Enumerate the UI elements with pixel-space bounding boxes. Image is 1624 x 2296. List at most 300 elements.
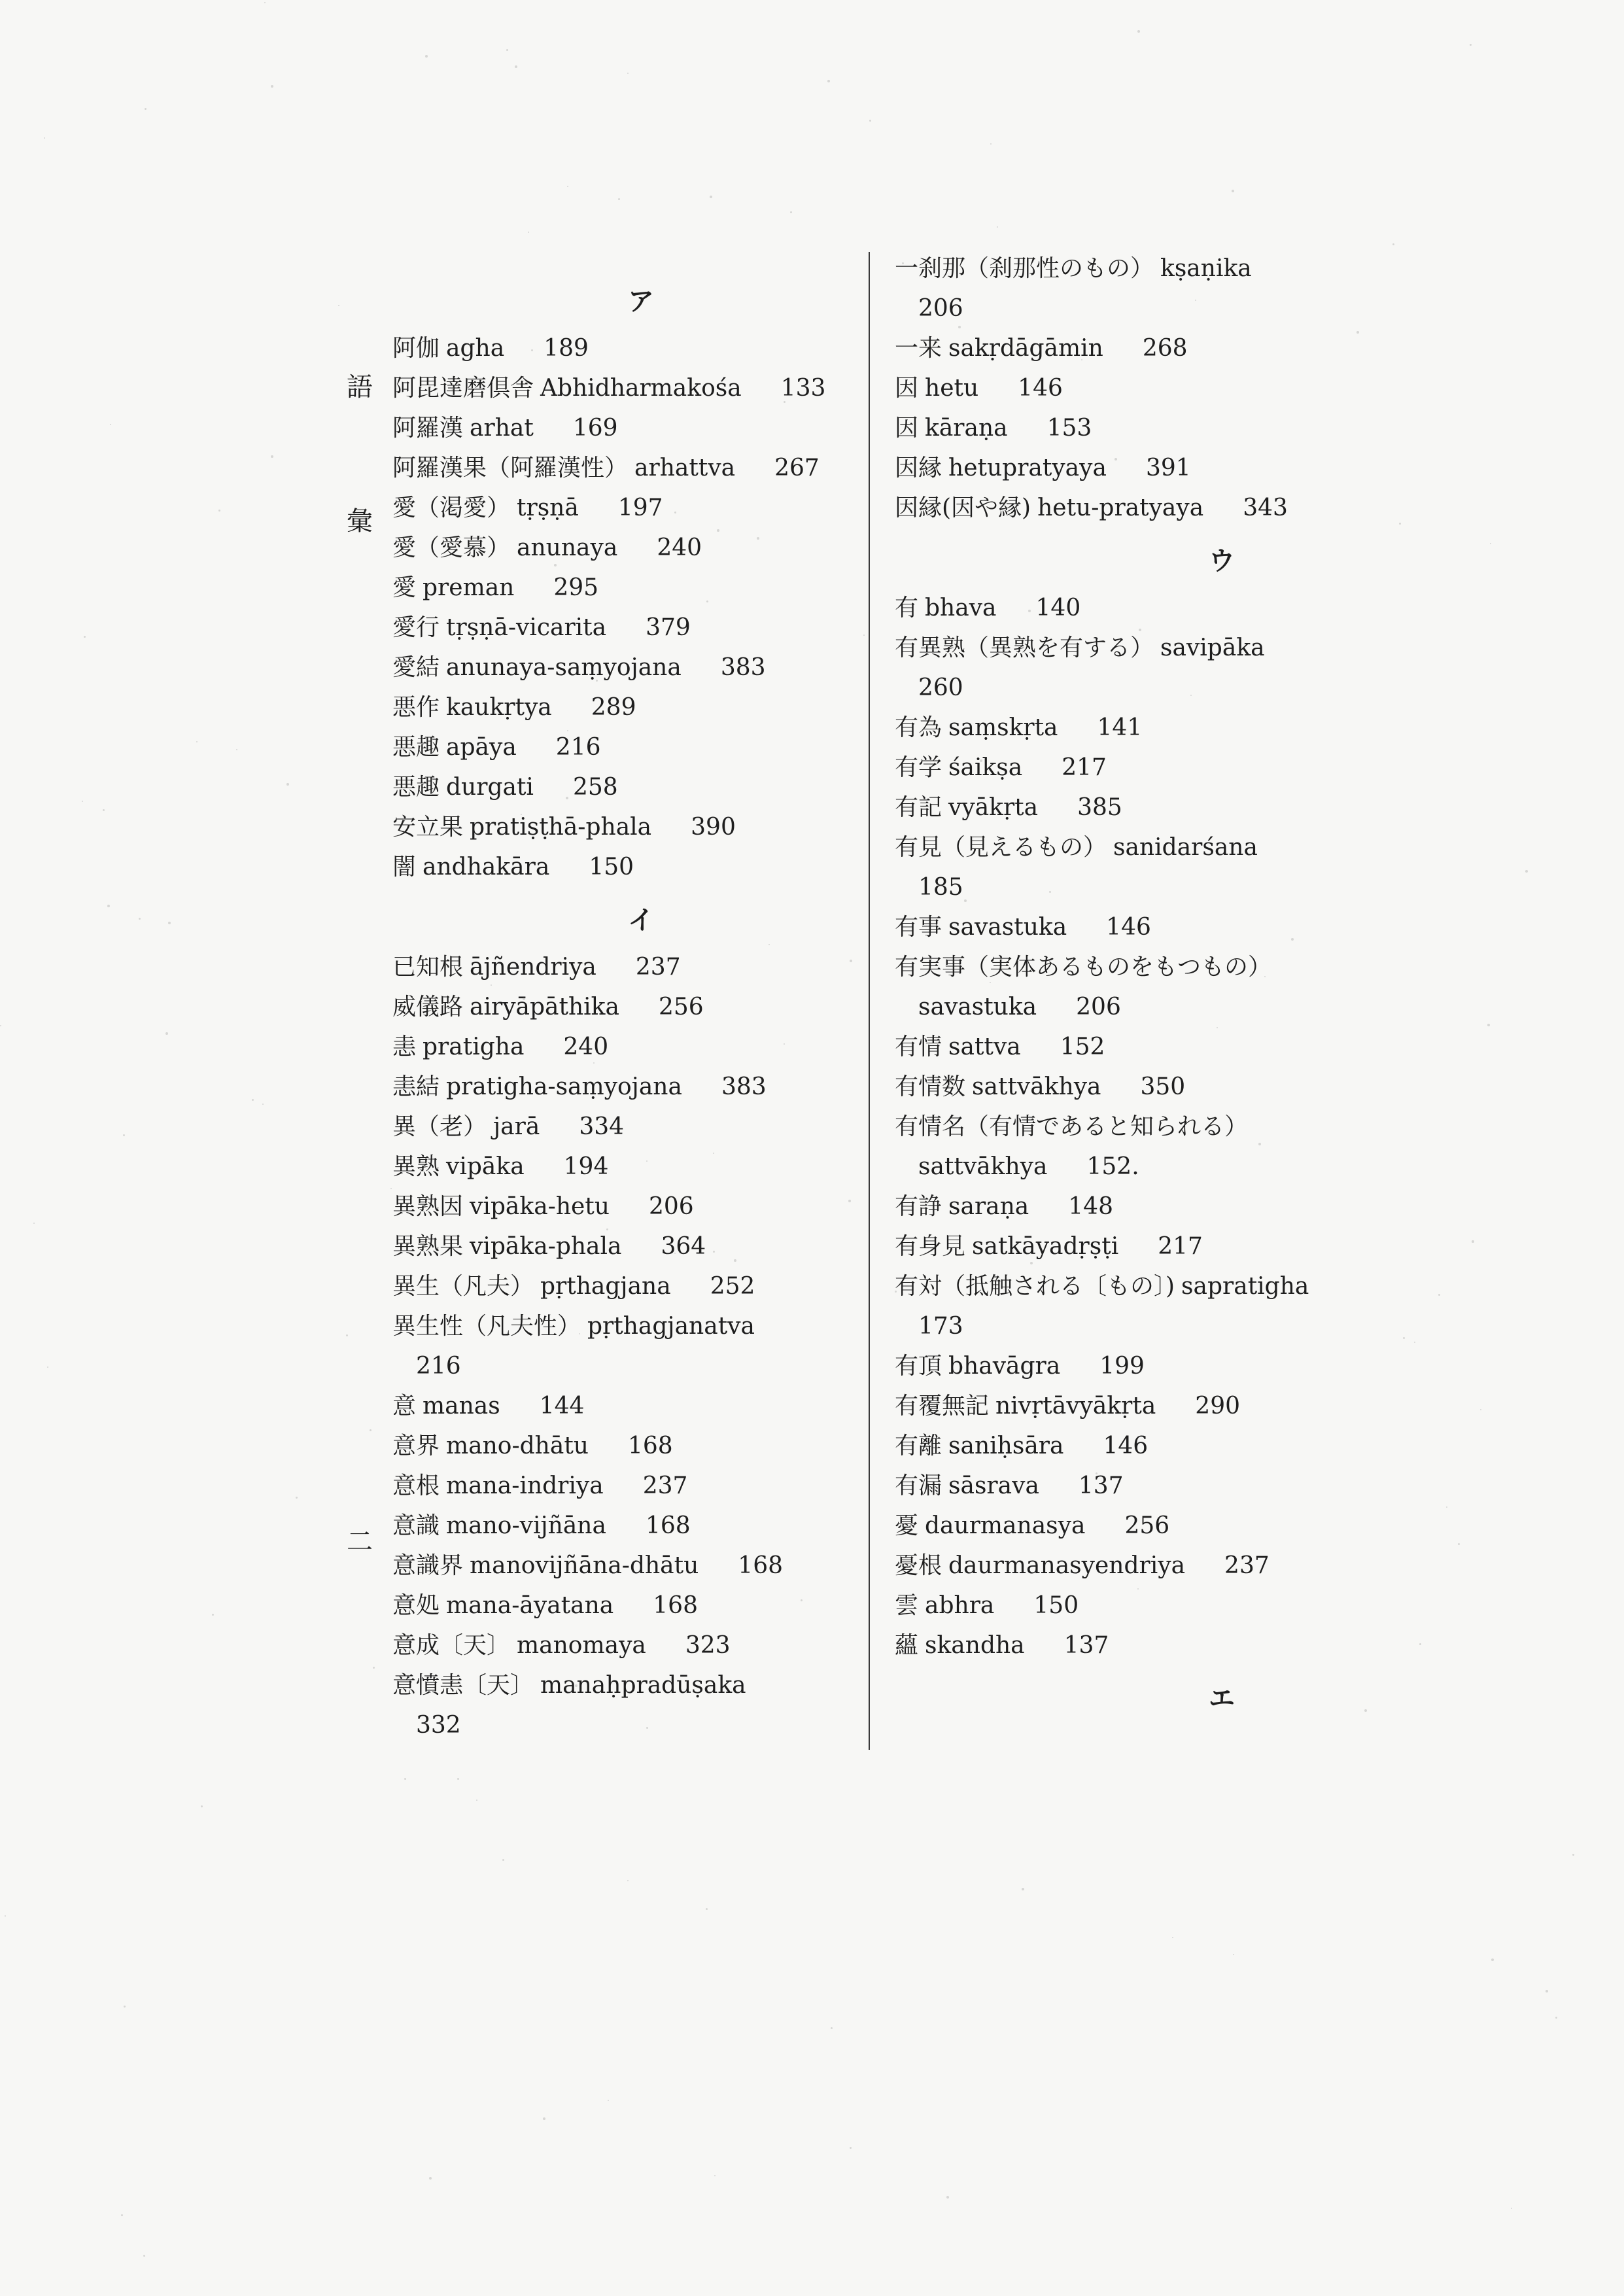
- entry-sanskrit: vipāka-hetu: [470, 1193, 610, 1220]
- entry-page-number: 290: [1195, 1393, 1241, 1419]
- scan-speck: [554, 564, 557, 566]
- entry-term: 意憤恚〔天〕: [392, 1672, 534, 1699]
- index-entry: [895, 1226, 1366, 1266]
- index-entry: [895, 907, 1366, 947]
- entry-page-number: 334: [579, 1113, 625, 1140]
- scan-speck: [646, 1727, 648, 1729]
- entry-page-number: 383: [720, 654, 766, 681]
- scan-speck: [1139, 629, 1141, 631]
- index-entry: [392, 1386, 850, 1426]
- scan-speck: [33, 1223, 35, 1224]
- entry-sanskrit: manaḥpradūṣaka: [540, 1672, 746, 1699]
- scan-speck: [827, 80, 830, 82]
- entry-term: 有諍: [895, 1193, 942, 1220]
- entry-sanskrit: sanidarśana: [1113, 834, 1258, 861]
- scan-speck: [964, 899, 967, 902]
- scan-speck: [103, 809, 105, 811]
- index-entry: [895, 588, 1366, 628]
- scan-speck: [165, 1032, 168, 1035]
- entry-sanskrit: manomaya: [517, 1632, 646, 1659]
- scan-speck: [1172, 1937, 1173, 1938]
- entry-sanskrit: daurmanasyendriya: [948, 1552, 1186, 1579]
- entry-page-number: 260: [918, 674, 963, 701]
- index-entry: [392, 528, 850, 568]
- entry-page-number: 197: [617, 495, 663, 521]
- index-entry: [392, 368, 850, 408]
- index-entry: [895, 947, 1366, 1027]
- index-entry: [895, 1346, 1366, 1386]
- scan-speck: [121, 2214, 123, 2216]
- entry-sanskrit: jarā: [493, 1113, 540, 1140]
- scan-speck: [902, 262, 904, 264]
- entry-term: 悪趣: [392, 734, 440, 761]
- entry-page-number: 252: [710, 1273, 755, 1300]
- scan-speck: [123, 1134, 125, 1136]
- entry-term: 因縁: [895, 455, 942, 481]
- scan-speck: [1525, 870, 1528, 873]
- entry-term: 有: [895, 595, 919, 621]
- index-entry: [392, 1426, 850, 1466]
- index-entry: [392, 807, 850, 847]
- entry-term: 有学: [895, 754, 942, 781]
- entry-term: 阿伽: [392, 335, 440, 362]
- entry-page-number: 216: [555, 734, 601, 761]
- entry-term: 有情: [895, 1034, 942, 1060]
- entry-term: 因縁(因や縁): [895, 495, 1031, 521]
- entry-term: 有離: [895, 1433, 942, 1459]
- index-entry: [392, 408, 850, 448]
- scan-speck: [476, 1800, 477, 1801]
- scan-speck: [850, 2147, 852, 2149]
- index-entry: [392, 687, 850, 727]
- entry-sanskrit: bhava: [925, 595, 997, 621]
- scan-speck: [145, 108, 147, 110]
- entry-sanskrit: saṃskṛta: [948, 714, 1058, 741]
- index-entry: [392, 987, 850, 1027]
- scan-speck: [627, 1880, 629, 1881]
- entry-term: 愛結: [392, 654, 440, 681]
- scan-speck: [1049, 891, 1051, 893]
- entry-page-number: 185: [918, 874, 963, 901]
- entry-term: 意処: [392, 1592, 440, 1619]
- index-entry: [392, 1626, 850, 1665]
- scan-speck: [1217, 1027, 1218, 1028]
- scan-speck: [1399, 523, 1401, 525]
- entry-page-number: 237: [1224, 1552, 1270, 1579]
- entry-term: 異熟: [392, 1153, 440, 1180]
- scan-speck: [196, 741, 198, 742]
- scan-speck: [769, 944, 770, 945]
- scan-speck: [1030, 1262, 1033, 1264]
- entry-term: 意界: [392, 1433, 440, 1459]
- entry-page-number: 240: [563, 1034, 609, 1060]
- entry-sanskrit: sattvākhya: [972, 1073, 1101, 1100]
- scan-speck: [869, 120, 871, 122]
- scan-speck: [1490, 543, 1491, 544]
- index-entry: [895, 1107, 1366, 1187]
- index-entry: [895, 1546, 1366, 1586]
- scan-speck: [143, 2255, 145, 2257]
- scan-speck: [252, 1099, 254, 1101]
- scan-speck: [579, 1333, 580, 1334]
- entry-sanskrit: saniḥsāra: [948, 1433, 1064, 1459]
- index-entry: [392, 767, 850, 807]
- scan-speck: [714, 2175, 716, 2176]
- index-entry: [392, 1147, 850, 1187]
- entry-page-number: 146: [1106, 914, 1151, 941]
- entry-page-number: 206: [918, 295, 963, 322]
- entry-page-number: 146: [1018, 375, 1063, 402]
- entry-page-number: 199: [1099, 1353, 1145, 1380]
- scan-speck: [710, 196, 712, 198]
- scan-speck: [82, 801, 83, 802]
- entry-sanskrit: pratigha-saṃyojana: [446, 1073, 682, 1100]
- scan-speck: [1555, 2017, 1557, 2019]
- entry-page-number: 137: [1078, 1472, 1124, 1499]
- scan-speck: [646, 1160, 648, 1162]
- scan-speck: [528, 232, 529, 233]
- index-entry: [392, 1067, 850, 1107]
- scan-speck: [1081, 359, 1082, 360]
- scan-speck: [502, 1859, 504, 1861]
- scan-speck: [1356, 331, 1359, 334]
- entry-term: 有実事（実体あるものをもつもの）: [895, 954, 1272, 981]
- entry-term: 愛（渇愛）: [392, 495, 511, 521]
- entry-page-number: 140: [1035, 595, 1081, 621]
- entry-page-number: 137: [1063, 1632, 1109, 1659]
- entry-page-number: 150: [1033, 1592, 1079, 1619]
- column-divider: [869, 252, 870, 1750]
- scan-speck: [633, 1561, 634, 1562]
- entry-term: 意根: [392, 1472, 440, 1499]
- entry-sanskrit: kaukṛtya: [446, 694, 552, 721]
- entry-page-number: 168: [653, 1592, 698, 1619]
- entry-page-number: 379: [646, 614, 691, 641]
- entry-page-number: 168: [645, 1512, 691, 1539]
- scan-speck: [1190, 695, 1192, 696]
- left-column: [392, 275, 850, 1745]
- scan-speck: [990, 143, 992, 145]
- index-entry: [392, 1586, 850, 1626]
- entry-term: 有見（見えるもの）: [895, 834, 1107, 861]
- entry-term: 阿羅漢果（阿羅漢性）: [392, 455, 629, 481]
- scan-speck: [1137, 30, 1140, 33]
- entry-term: 有覆無記: [895, 1393, 990, 1419]
- entry-term: 阿毘達磨倶舎: [392, 375, 534, 402]
- index-entry: [392, 1226, 850, 1266]
- entry-sanskrit: pratigha: [423, 1034, 525, 1060]
- entry-term: 異（老）: [392, 1113, 487, 1140]
- scan-speck: [1137, 1588, 1139, 1590]
- entry-sanskrit: saraṇa: [948, 1193, 1029, 1220]
- scan-speck: [863, 635, 865, 636]
- index-entry: [895, 249, 1366, 328]
- scan-speck: [895, 1291, 897, 1293]
- scan-speck: [848, 1200, 851, 1202]
- entry-term: 有事: [895, 914, 942, 941]
- entry-term: 因: [895, 375, 919, 402]
- scan-speck: [1438, 1294, 1440, 1296]
- scan-speck: [1414, 1342, 1415, 1343]
- scan-speck: [713, 1251, 715, 1253]
- entry-page-number: 390: [691, 814, 736, 841]
- scan-speck: [1233, 1954, 1234, 1955]
- entry-sanskrit: mano-dhātu: [446, 1433, 589, 1459]
- entry-sanskrit: andhakāra: [423, 854, 550, 880]
- entry-sanskrit: preman: [423, 574, 515, 601]
- entry-page-number: 268: [1142, 335, 1188, 362]
- entry-sanskrit: daurmanasya: [925, 1512, 1086, 1539]
- section-heading: ウ: [1209, 546, 1235, 576]
- scan-speck: [1446, 1506, 1447, 1508]
- entry-sanskrit: skandha: [925, 1632, 1025, 1659]
- entry-term: 有身見: [895, 1233, 966, 1260]
- entry-sanskrit: manovijñāna-dhātu: [470, 1552, 699, 1579]
- scan-speck: [425, 55, 428, 58]
- entry-term: 恚: [392, 1034, 417, 1060]
- entry-page-number: 332: [416, 1712, 461, 1739]
- scan-speck: [1096, 1472, 1097, 1474]
- scan-speck: [1487, 1024, 1490, 1026]
- scan-speck: [236, 749, 237, 750]
- index-entry: [895, 488, 1366, 528]
- scan-speck: [713, 1153, 714, 1154]
- index-entry: [392, 947, 850, 987]
- entry-sanskrit: arhat: [470, 415, 534, 442]
- entry-sanskrit: agha: [446, 335, 505, 362]
- entry-sanskrit: nivṛtāvyākṛta: [995, 1393, 1156, 1419]
- entry-sanskrit: sakṛdāgāmin: [948, 335, 1103, 362]
- entry-sanskrit: vipāka: [446, 1153, 525, 1180]
- index-entry: [392, 1506, 850, 1546]
- entry-term: 因: [895, 415, 919, 442]
- scan-speck: [84, 636, 86, 638]
- scan-speck: [1114, 458, 1117, 461]
- scan-speck: [296, 1497, 298, 1499]
- entry-term: 已知根: [392, 954, 464, 981]
- scan-speck: [1195, 300, 1196, 301]
- scan-speck: [706, 1908, 708, 1910]
- index-entry: [392, 328, 850, 368]
- scan-speck: [627, 73, 629, 74]
- index-entry: [392, 1466, 850, 1506]
- scan-speck: [801, 1599, 803, 1601]
- index-entry: [895, 328, 1366, 368]
- scan-speck: [201, 1805, 203, 1807]
- entry-page-number: 364: [661, 1233, 706, 1260]
- scan-speck: [1060, 351, 1062, 353]
- scan-speck: [457, 1778, 459, 1780]
- scan-speck: [523, 998, 525, 1000]
- entry-sanskrit: hetu: [925, 375, 979, 402]
- entry-page-number: 391: [1145, 455, 1191, 481]
- index-entry: [895, 1266, 1366, 1346]
- index-entry: [895, 368, 1366, 408]
- index-entry: [392, 568, 850, 608]
- entry-page-number: 267: [774, 455, 820, 481]
- scan-speck: [567, 186, 568, 187]
- entry-page-number: 189: [544, 335, 589, 362]
- scan-speck: [566, 797, 568, 799]
- scan-speck: [429, 2177, 432, 2180]
- index-entry: [392, 648, 850, 687]
- scan-speck: [784, 401, 786, 403]
- entry-term: 阿羅漢: [392, 415, 464, 442]
- entry-sanskrit: anunaya-saṃyojana: [446, 654, 682, 681]
- scan-speck: [593, 1062, 595, 1064]
- index-entry: [895, 1626, 1366, 1665]
- scan-speck: [734, 1259, 736, 1262]
- entry-term: 意成〔天〕: [392, 1632, 511, 1659]
- entry-term: 蘊: [895, 1632, 919, 1659]
- entry-sanskrit: mana-indriya: [446, 1472, 604, 1499]
- entry-sanskrit: sāsrava: [948, 1472, 1039, 1499]
- entry-sanskrit: pṛthagjana: [540, 1273, 671, 1300]
- section-heading: エ: [1209, 1683, 1235, 1714]
- scan-speck: [958, 326, 961, 328]
- entry-page-number: 133: [780, 375, 826, 402]
- scan-speck: [531, 349, 533, 351]
- entry-page-number: 237: [642, 1472, 688, 1499]
- scan-speck: [0, 1025, 1, 1026]
- index-entry: [392, 488, 850, 528]
- side-mark-i: 彙: [347, 506, 373, 536]
- scan-speck: [264, 2, 266, 3]
- scan-speck: [107, 905, 110, 907]
- entry-sanskrit: durgati: [446, 774, 534, 801]
- scan-speck: [674, 1253, 676, 1254]
- index-entry: [392, 1027, 850, 1067]
- entry-sanskrit: kāraṇa: [925, 415, 1008, 442]
- entry-term: 異熟因: [392, 1193, 464, 1220]
- entry-page-number: 150: [589, 854, 634, 880]
- entry-page-number: 152.: [1086, 1153, 1139, 1180]
- scan-speck: [757, 537, 759, 540]
- entry-page-number: 146: [1103, 1433, 1149, 1459]
- entry-sanskrit: savipāka: [1160, 635, 1265, 661]
- entry-page-number: 258: [572, 774, 618, 801]
- scan-speck: [271, 455, 273, 458]
- entry-page-number: 295: [553, 574, 599, 601]
- scan-speck: [946, 2196, 949, 2199]
- side-mark-go: 語: [347, 372, 373, 402]
- scan-speck: [618, 198, 620, 200]
- entry-sanskrit: sattva: [948, 1034, 1021, 1060]
- scan-speck: [139, 918, 141, 920]
- scan-speck: [1472, 1240, 1474, 1243]
- scan-speck: [262, 1104, 264, 1105]
- scan-speck: [506, 49, 508, 51]
- scan-speck: [1232, 190, 1234, 192]
- index-entry: [895, 1027, 1366, 1067]
- entry-sanskrit: pṛthagjanatva: [587, 1313, 755, 1340]
- scan-speck: [990, 982, 991, 983]
- entry-sanskrit: savastuka: [948, 914, 1067, 941]
- index-entry: [392, 1266, 850, 1306]
- scan-speck: [997, 226, 998, 228]
- entry-term: 有記: [895, 794, 942, 821]
- entry-sanskrit: ājñendriya: [470, 954, 596, 981]
- entry-term: 愛: [392, 574, 417, 601]
- scan-speck: [1028, 610, 1031, 612]
- index-entry: [895, 748, 1366, 788]
- scan-speck: [596, 680, 598, 682]
- entry-term: 有為: [895, 714, 942, 741]
- entry-page-number: 194: [563, 1153, 609, 1180]
- section-heading: ア: [628, 286, 654, 317]
- index-entry: [895, 1586, 1366, 1626]
- section-heading: イ: [628, 905, 654, 935]
- entry-term: 闇: [392, 854, 417, 880]
- entry-page-number: 256: [658, 994, 704, 1020]
- entry-term: 意識界: [392, 1552, 464, 1579]
- entry-term: 一刹那（刹那性のもの）: [895, 255, 1154, 282]
- index-entry: [895, 408, 1366, 448]
- scan-speck: [543, 2117, 545, 2120]
- entry-page-number: 240: [657, 534, 702, 561]
- scan-speck: [790, 211, 792, 213]
- scan-speck: [1419, 1643, 1421, 1645]
- scan-speck: [717, 529, 719, 532]
- entry-term: 異生（凡夫）: [392, 1273, 534, 1300]
- entry-sanskrit: pratiṣṭhā-phala: [470, 814, 652, 841]
- scan-speck: [1258, 1143, 1261, 1145]
- scan-speck: [370, 1429, 371, 1431]
- scan-speck: [1264, 976, 1266, 977]
- index-entry: [895, 628, 1366, 708]
- entry-page-number: 289: [591, 694, 636, 721]
- entry-term: 悪趣: [392, 774, 440, 801]
- scan-speck: [1364, 1709, 1367, 1712]
- entry-sanskrit: hetu-pratyaya: [1037, 495, 1204, 521]
- entry-term: 意識: [392, 1512, 440, 1539]
- scan-speck: [1572, 1854, 1574, 1856]
- scan-speck: [168, 922, 171, 924]
- entry-page-number: 168: [738, 1552, 784, 1579]
- scan-speck: [831, 2027, 833, 2029]
- scan-speck: [706, 600, 708, 602]
- index-entry: [895, 788, 1366, 827]
- index-entry: [392, 1546, 850, 1586]
- entry-sanskrit: savastuka: [918, 994, 1037, 1020]
- entry-sanskrit: Abhidharmakośa: [540, 375, 742, 402]
- entry-sanskrit: arhattva: [634, 455, 736, 481]
- index-entry: [895, 1067, 1366, 1107]
- entry-page-number: 256: [1124, 1512, 1170, 1539]
- entry-term: 悪作: [392, 694, 440, 721]
- scan-speck: [390, 1188, 392, 1189]
- index-entry: [392, 448, 850, 488]
- entry-term: 有頂: [895, 1353, 942, 1380]
- entry-sanskrit: vyākṛta: [948, 794, 1039, 821]
- scan-speck: [1458, 1543, 1460, 1545]
- entry-term: 憂根: [895, 1552, 942, 1579]
- entry-sanskrit: śaikṣa: [948, 754, 1023, 781]
- entry-term: 愛（愛慕）: [392, 534, 511, 561]
- scan-speck: [784, 1043, 785, 1045]
- scan-speck: [606, 1228, 608, 1230]
- entry-term: 威儀路: [392, 994, 464, 1020]
- entry-term: 雲: [895, 1592, 919, 1619]
- entry-page-number: 169: [572, 415, 618, 442]
- scan-speck: [286, 783, 289, 786]
- entry-page-number: 217: [1158, 1233, 1203, 1260]
- scan-speck: [575, 1684, 578, 1687]
- entry-term: 有情数: [895, 1073, 966, 1100]
- entry-sanskrit: tṛṣṇā-vicarita: [446, 614, 607, 641]
- scan-speck: [608, 2100, 609, 2101]
- entry-sanskrit: airyāpāthika: [470, 994, 619, 1020]
